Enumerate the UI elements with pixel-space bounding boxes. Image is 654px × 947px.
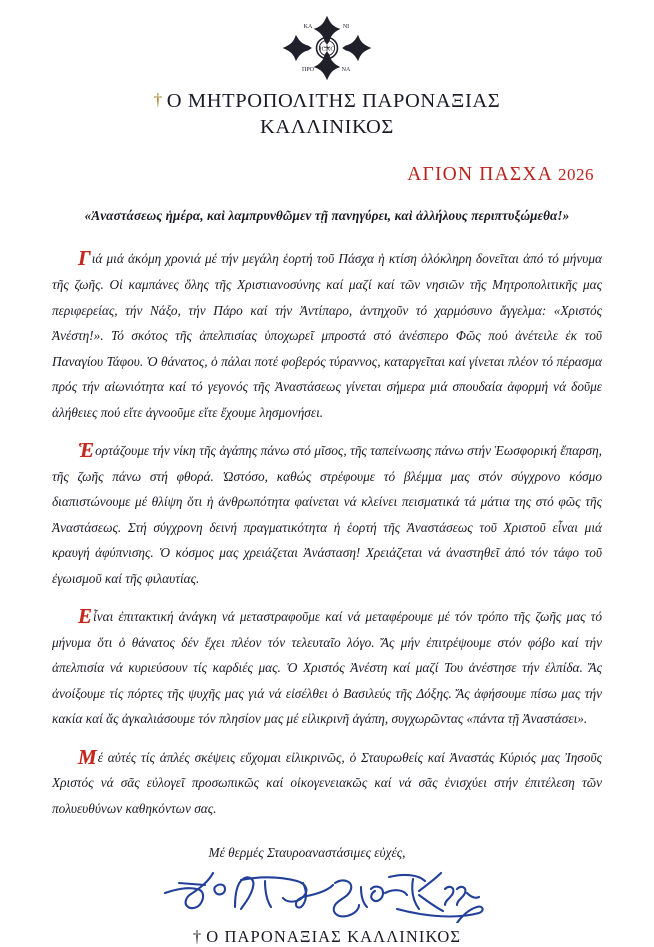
- closing-salutation: Μέ θερμές Σταυροαναστάσιμες εὐχές,: [208, 845, 406, 861]
- paragraph-text: έ αὐτές τίς ἁπλές σκέψεις εὔχομαι εἰλικρινῶς, ὁ Σταυρωθείς καί Ἀναστάς Κύριός μας Ἰησοῦς Χριστός νά σᾶς εὐλογεῖ προσωπικῶς καί οἰκογενειακῶς καί νά σᾶς ἐνισχύει στήν ἐπιτέλεση τῶν πολυευθύνων καθηκόντων σας.: [52, 749, 602, 816]
- feast-name: ΑΓΙΟΝ ΠΑΣΧΑ: [407, 164, 552, 186]
- paragraph-text: ιά μιά ἀκόμη χρονιά μέ τήν μεγάλη ἑορτή τοῦ Πάσχα ἡ κτίση ὁλόκληρη δονεῖται ἀπό τό μήνυμα τῆς ζωῆς. Οἱ καμπάνες ὅλης τῆς Χριστιανοσύνης καί μαζί καί τῶν νησιῶν τῆς Μητροπολιτικῆς μας περιφερείας, τήν Νάξο, τήν Πάρο καί τήν Ἀντίπαρο, ἀντηχοῦν τό χαρμόσυνο ἄγγελμα: «Χριστός Ἀνέστη!». Τό σκότος τῆς ἀπελπισίας ὑποχωρεῖ μπροστά στό ἀνέσπερο Φῶς πού ἀνέτειλε ἐκ τοῦ Παναγίου Τάφου. Ὁ θάνατος, ὁ πάλαι ποτέ φοβερός τύραννος, καταργεῖται καί γίνεται πλέον τό πέρασμα πρός τήν αἰωνιότητα καί τό γεγονός τῆς Ἀναστάσεως γίνεται σήμερα μιά σπουδαία ἀφορμή νά δοῦμε ἀλήθειες πού εἴτε ἀγνοοῦμε εἴτε ἔχουμε λησμονήσει.: [52, 251, 602, 420]
- paragraph-dropcap: Ε: [78, 604, 93, 629]
- paragraph: [52, 604, 602, 732]
- paragraph-dropcap: Γ: [78, 246, 91, 271]
- paragraph-dropcap: Ἑ: [78, 438, 95, 463]
- title-text-line1: Ο ΜΗΤΡΟΠΟΛΙΤΗΣ ΠΑΡΟΝΑΞΙΑΣ: [166, 90, 501, 112]
- svg-text:ΝΙ: ΝΙ: [342, 24, 350, 30]
- svg-text:ΝΑ: ΝΑ: [341, 67, 351, 73]
- paragraph-text: ἶναι ἐπιτακτική ἀνάγκη νά μεταστραφοῦμε καί νά μεταφέρουμε μέ τόν τρόπο τῆς ζωῆς μας τό μήνυμα ὅτι ὁ θάνατος δέν ἔχει πλέον τόν τελευταῖο λόγο. Ἄς μήν ἐπιτρέψουμε στόν φόβο καί τήν ἀπελπισία νά κυριεύσουν τίς καρδιές μας. Ὁ Χριστός Ἀνέστη καί μαζί Του ἀνέστησε τήν ἐλπίδα. Ἄς ἀνοίξουμε τίς πόρτες τῆς ψυχῆς μας γιά νά εἰσέλθει ὁ Βασιλεύς τῆς Δόξης. Ἄς ἀφήσουμε πίσω μας τήν κακία καί ἄς ἀγκαλιάσουμε τόν πλησίον μας μέ εἰλικρινῆ ἀγάπη, συγχωρῶντας «πάντα τῇ Ἀναστάσει».: [52, 609, 602, 727]
- paragraph: [52, 438, 602, 591]
- body-text: [52, 246, 602, 821]
- paragraph: [52, 246, 602, 425]
- feast-year: 2026: [558, 165, 594, 185]
- feast-heading: [52, 164, 594, 186]
- metropolitan-title-line2: ΚΑΛΛΙΝΙΚΟΣ: [260, 116, 394, 139]
- paragraph-text: ορτάζουμε τήν νίκη τῆς ἀγάπης πάνω στό μῖσος, τῆς ταπείνωσης πάνω στήν Ἑωσφορική ἔπαρση, τῆς ζωῆς πάνω στή φθορά. Ὡστόσο, καθώς στρέφουμε τό βλέμμα μας στόν σύγχρονο κόσμο διαπιστώνουμε μέ θλίψη ὅτι ἡ ἀνθρωπότητα φαίνεται νά κλείνει πεισματικά τά μάτια της στό φῶς τῆς Ἀναστάσεως. Στή σύγχρονη δεινή πραγματικότητα ἡ ἑορτή τῆς Ἀναστάσεως τοῦ Χριστοῦ εἶναι μιά κραυγή ἀφύπνισης. Ὁ κόσμος μας χρειάζεται Ἀνάσταση! Χρειάζεται νά ἀναστηθεῖ ἀπό τόν τάφο τοῦ ἐγωισμοῦ καί τῆς φιλαυτίας.: [52, 443, 602, 586]
- svg-text:ΠΡΟ: ΠΡΟ: [301, 67, 315, 73]
- paragraph: [52, 745, 602, 822]
- epigraph-quote: «Ἀναστάσεως ἡμέρα, καὶ λαμπρυνθῶμεν τῇ πανηγύρει, καὶ ἀλλήλους περιπτυξώμεθα!»: [84, 208, 570, 224]
- final-name-text: Ο ΠΑΡΟΝΑΞΙΑΣ ΚΑΛΛΙΝΙΚΟΣ: [206, 927, 462, 947]
- paragraph-dropcap: Μ: [78, 744, 97, 769]
- orthodox-cross-emblem: [281, 14, 373, 82]
- final-signature-name: [52, 927, 602, 947]
- cross-icon: †: [192, 927, 203, 947]
- svg-text:ΚΑ: ΚΑ: [303, 24, 313, 30]
- cross-icon: †: [153, 90, 163, 109]
- signature-kallinikos: [157, 863, 487, 923]
- signature-container: [52, 863, 602, 925]
- emblem-container: [52, 14, 602, 84]
- metropolitan-title-line1: [52, 88, 602, 114]
- closing-block: [52, 845, 602, 947]
- title-block: [52, 88, 602, 140]
- svg-text:ΙϹΧϹ: ΙϹΧϹ: [319, 45, 335, 53]
